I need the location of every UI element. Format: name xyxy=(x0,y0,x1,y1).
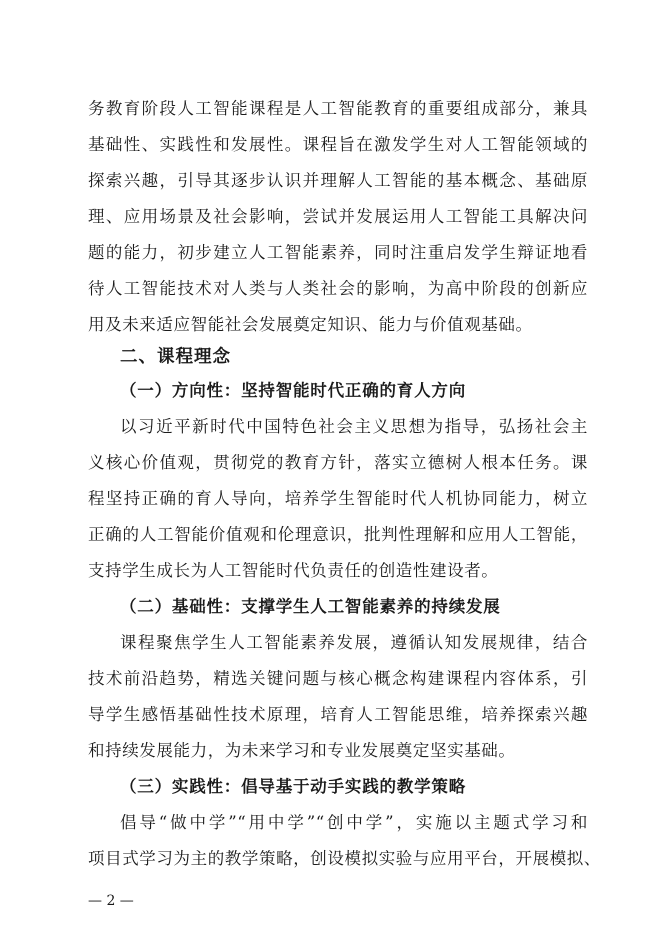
sub1-line-3: 程坚持正确的育人导向，培养学生智能时代人机协同能力，树立 xyxy=(88,489,588,508)
intro-line-2: 基础性、实践性和发展性。课程旨在激发学生对人工智能领域的 xyxy=(88,135,588,154)
page-number: — 2 — xyxy=(88,893,134,909)
section-heading: 二、课程理念 xyxy=(120,347,231,367)
sub1-line-2: 义核心价值观，贯彻党的教育方针，落实立德树人根本任务。课 xyxy=(88,453,588,472)
intro-line-5: 题的能力，初步建立人工智能素养，同时注重启发学生辩证地看 xyxy=(88,243,588,262)
intro-line-3: 探索兴趣，引导其逐步认识并理解人工智能的基本概念、基础原 xyxy=(88,171,588,190)
subsection-heading-2: （二）基础性：支撑学生人工智能素养的持续发展 xyxy=(120,597,501,616)
sub1-line-1: 以习近平新时代中国特色社会主义思想为指导，弘扬社会主 xyxy=(120,417,588,436)
sub3-line-2: 项目式学习为主的教学策略，创设模拟实验与应用平台，开展模拟、 xyxy=(88,849,601,868)
sub1-line-5: 支持学生成长为人工智能时代负责任的创造性建设者。 xyxy=(88,561,499,580)
intro-line-7: 用及未来适应智能社会发展奠定知识、能力与价值观基础。 xyxy=(88,315,533,334)
sub2-line-4: 和持续发展能力，为未来学习和专业发展奠定坚实基础。 xyxy=(88,741,516,760)
sub3-line-1: 倡导“做中学”“用中学”“创中学”，实施以主题式学习和 xyxy=(120,813,588,832)
subsection-heading-1: （一）方向性：坚持智能时代正确的育人方向 xyxy=(120,381,466,400)
sub2-line-3: 导学生感悟基础性技术原理，培育人工智能思维，培养探索兴趣 xyxy=(88,705,588,724)
sub1-line-4: 正确的人工智能价值观和伦理意识，批判性理解和应用人工智能， xyxy=(88,525,588,544)
sub2-line-2: 技术前沿趋势，精选关键问题与核心概念构建课程内容体系，引 xyxy=(88,669,588,688)
sub2-line-1: 课程聚焦学生人工智能素养发展，遵循认知发展规律，结合 xyxy=(120,633,588,652)
intro-line-4: 理、应用场景及社会影响，尝试并发展运用人工智能工具解决问 xyxy=(88,207,588,226)
subsection-heading-3: （三）实践性：倡导基于动手实践的教学策略 xyxy=(120,777,466,796)
intro-line-1: 务教育阶段人工智能课程是人工智能教育的重要组成部分，兼具 xyxy=(88,99,588,118)
intro-line-6: 待人工智能技术对人类与人类社会的影响，为高中阶段的创新应 xyxy=(88,279,588,298)
